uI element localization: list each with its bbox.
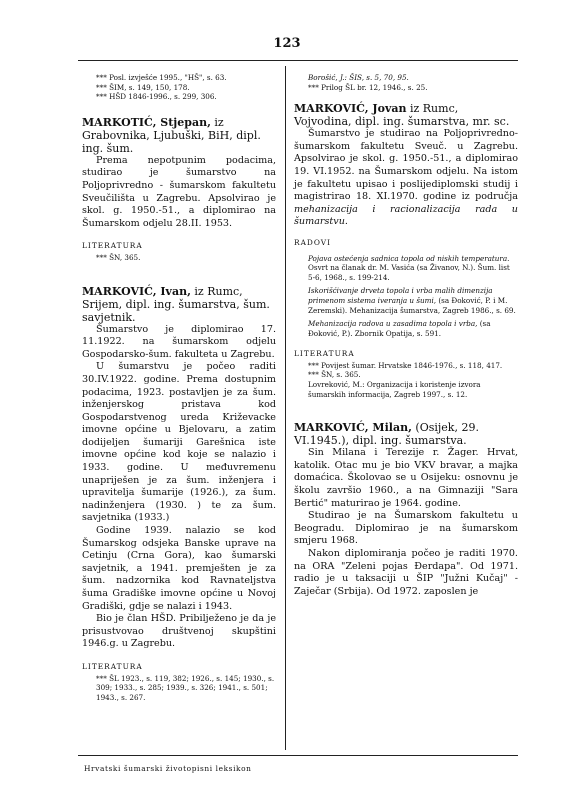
entry-paragraph: Godine 1939. nalazio se kod Šumarskog odsjeka Banske uprave na Cetinju (Crna Gora), kao šumarski savjetnik, a 1941. premješten je za šum. nadzornika kod Ravnateljstva šuma Gradiške imovne općine u Novoj Gradiški, gdje se nalazi i 1943. [82, 525, 276, 612]
entry-paragraph: Sin Milana i Terezije r. Žager. Hrvat, katolik. Otac mu je bio VKV bravar, a majka domaćica. Školovao se u Osijeku: osnovnu je školu završio 1960., a na Gimnaziji "Sara Bertić" maturirao je 1964. godine. [294, 447, 518, 509]
literature-label: LITERATURA [82, 661, 143, 671]
literature-line: *** ŠN, 365. [96, 252, 141, 262]
entry-name: MARKOTIĆ, Stjepan, [82, 115, 211, 129]
entry-paragraph: U šumarstvu je počeo raditi 30.IV.1922. godine. Prema dostupnim podacima, 1923. postavljen je za šum. inženjerskog pristava kod Gospodarstvenog ureda Križevacke imovne općine u Bjelovaru, a zatim dodijeljen šumariji Garešnica iste imovne općine kod koje se nalazio i 1933. godine. U međuvremenu unapriješen je za šum. inženjera i upravitelja šumarije (1926.), za šum. nadinženjera (1930. ) te za šum. savjetnika (1933.) [82, 361, 276, 524]
entry-details: iz Grabovnika, Ljubuški, BiH, dipl. ing. šum. [82, 115, 261, 155]
works-label: RADOVI [294, 237, 332, 247]
reference-line: *** Prilog ŠL br. 12, 1946., s. 25. [308, 82, 428, 92]
entry-markovic-ivan [82, 285, 276, 703]
bottom-rule [78, 755, 518, 756]
entry-details: (Osijek, 29. VI.1945.), dipl. ing. šumarstva. [294, 421, 479, 448]
reference-line: Borošić, J.: ŠIS, s. 5, 70, 95. [308, 73, 409, 82]
top-rule [78, 60, 518, 61]
reference-line: *** HŠD 1846-1996., s. 299, 306. [96, 92, 217, 102]
left-column [82, 73, 276, 702]
literature-line: *** ŠL 1923., s. 119, 382; 1926., s. 145; 1930., s. 309; 1933., s. 285; 1939., s. 326; 1941., s. 501; 1943., s. 267. [96, 673, 275, 702]
entry-heading [82, 285, 276, 324]
entry-name: MARKOVIĆ, Ivan, [82, 284, 191, 298]
entry-name: MARKOVIĆ, Milan, [294, 421, 412, 435]
entry-paragraph: Studirao je na Šumarskom fakultetu u Beogradu. Diplomirao je na šumarskom smjeru 1968. [294, 510, 518, 547]
entry-paragraph: Bio je član HŠD. Pribilježeno je da je prisustvovao društvenoj skupštini 1946.g. u Zagrebu. [82, 613, 276, 650]
literature-line: *** Povijest šumar. Hrvatske 1846-1976., s. 118, 417. [308, 360, 503, 370]
entry-paragraph: Nakon diplomiranja počeo je raditi 1970. na ORA "Zeleni pojas Đerdapa". Od 1971. radio je u taksaciji u ŠIP "Južni Kučaj" - Zaječar (Srbija). Od 1972. zaposlen je [294, 548, 518, 597]
entry-details: iz Rumc, Srijem, dipl. ing. šumarstva, šum. savjetnik. [82, 284, 270, 324]
literature-label: LITERATURA [294, 349, 355, 359]
right-column [294, 73, 518, 598]
literature-line: Lovreković, M.: Organizacija i koristenje izvora šumarskih informacija, Zagreb 1997., s. 12. [308, 380, 481, 399]
entry-markovic-milan [294, 421, 518, 598]
entry-heading [82, 116, 276, 155]
entry-body: Prema nepotpunim podacima, studirao je šumarstvo na Poljoprivredno - šumarskom fakultetu Sveučilišta u Zagrebu. Apsolvirao je skol. g. 1950.-51., a diplomirao na Šumarskom odjelu 28.II. 1953. [82, 154, 276, 229]
entry-name: MARKOVIĆ, Jovan [294, 102, 407, 116]
work-item: Iskorišćivanje drveta topola i vrba malih dimenzija primenom sistema iveranja u šumi, (sa Đoković, P. i M. Zeremski). Mehanizacija šumarstva, Zagreb 1986., s. 69. [308, 286, 516, 315]
entry-markovic-jovan [294, 102, 518, 399]
entry-body: Šumarstvo je studirao na Poljoprivredno-šumarskom fakultetu Sveuč. u Zagrebu. Apsolvirao je skol. g. 1950.-51., a diplomirao 19. VI.1952. na Šumarskom odjelu. Na istom je fakultetu upisao i poslijediplomski studij i magistrirao 18. XI.1970. godine iz područja mehanizacija i racionalizacija rada u šumarstvu. [294, 128, 518, 228]
entry-markotic-stjepan [82, 116, 276, 263]
work-item: Mehanizacija radova u zasadima topola i vrba, (sa Đoković, P.). Zbornik Opatija, s. 591. [308, 319, 491, 338]
reference-list [294, 73, 518, 92]
entry-paragraph: Šumarstvo je diplomirao 17. 11.1922. na šumarskom odjelu Gospodarsko-šum. fakulteta u Zagrebu. [82, 323, 276, 360]
entry-heading [294, 102, 518, 128]
reference-line: *** ŠIM, s. 149, 150, 178. [96, 82, 190, 92]
work-item: Pojava ostećenja sadnica topola od niskih temperatura. Osvrt na članak dr. M. Vasića (sa Živanov, N.). Šum. list 5-6, 1968., s. 199-214. [308, 253, 510, 282]
entry-heading [294, 421, 518, 447]
reference-line: *** Posl. izvješće 1995., "HŠ", s. 63. [96, 73, 227, 82]
footer-title: Hrvatski šumarski životopisni leksikon [84, 764, 252, 773]
page-number: 123 [273, 36, 301, 51]
column-divider [285, 66, 286, 750]
entry-details: iz Rumc, Vojvodina, dipl. ing. šumarstva, mr. sc. [294, 102, 510, 129]
literature-label: LITERATURA [82, 241, 143, 251]
literature-line: *** ŠN, s. 365. [308, 370, 361, 380]
reference-list [82, 73, 276, 102]
